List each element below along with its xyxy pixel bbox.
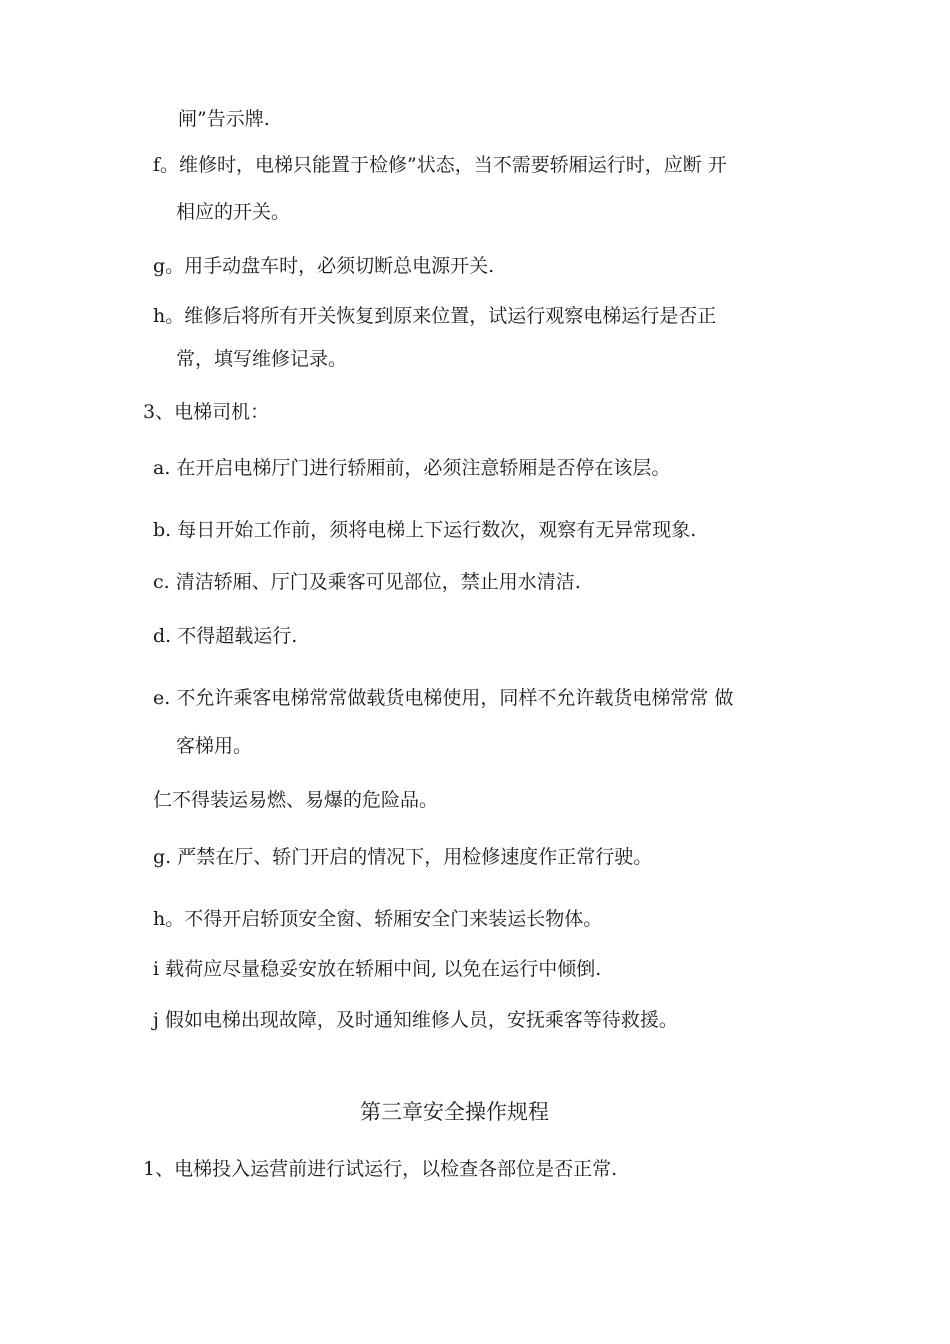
text-line: 仁不得装运易燃、易爆的危险品。 [153,789,439,811]
section-heading: 3、电梯司机： [143,401,270,423]
text-line: c. 清洁轿厢、厅门及乘客可见部位，禁止用水清洁. [153,571,581,593]
text-line: 常，填写维修记录。 [176,348,348,370]
text-line: g. 严禁在厅、轿门开启的情况下，用检修速度作正常行驶。 [153,846,653,868]
text-line: h。不得开启轿顶安全窗、轿厢安全门来装运长物体。 [153,908,603,930]
text-line: e. 不允许乘客电梯常常做载货电梯使用，同样不允许载货电梯常常 做 [153,687,734,709]
text-line: i 载荷应尽量稳妥安放在轿厢中间, 以免在运行中倾倒. [153,958,602,980]
text-line: d. 不得超载运行. [153,625,298,647]
text-line: a. 在开启电梯厅门进行轿厢前，必须注意轿厢是否停在该层。 [153,457,671,479]
text-line: f。维修时，电梯只能置于检修”状态，当不需要轿厢运行时，应断 开 [153,154,727,176]
text-line: 1、电梯投入运营前进行试运行，以检查各部位是否正常. [143,1158,618,1180]
chapter-title: 第三章安全操作规程 [360,1100,549,1124]
text-line: g。用手动盘车时，必须切断总电源开关. [153,255,495,277]
text-line: 客梯用。 [176,735,253,757]
text-line: 相应的开关。 [176,201,291,223]
text-line: 闸”告示牌. [178,108,270,130]
text-line: h。维修后将所有开关恢复到原来位置，试运行观察电梯运行是否正 [153,305,717,327]
text-line: j 假如电梯出现故障，及时通知维修人员，安抚乘客等待救援。 [153,1009,678,1031]
text-line: b. 每日开始工作前，须将电梯上下运行数次，观察有无异常现象. [153,519,697,541]
